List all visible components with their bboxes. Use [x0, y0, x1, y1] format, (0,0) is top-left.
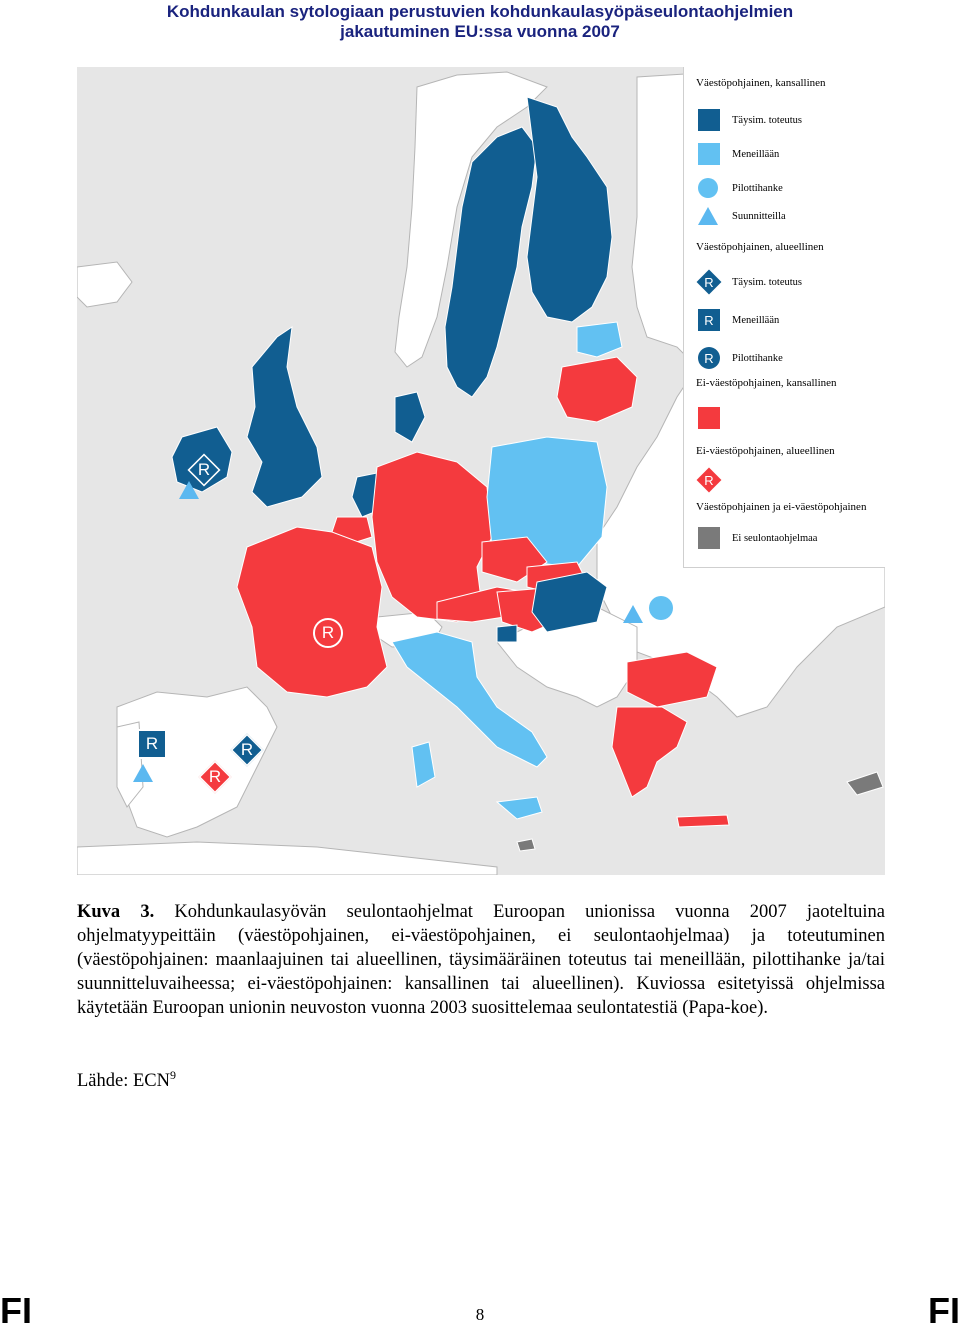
circle-light-blue-icon — [649, 596, 673, 620]
country-malta — [517, 839, 535, 851]
map-triangle-east — [623, 605, 643, 628]
land-africa — [77, 842, 497, 875]
map-triangle-ireland — [179, 481, 199, 504]
caption-label: Kuva 3. — [77, 902, 155, 922]
legend-item-national-ongoing: Meneillään — [698, 141, 720, 167]
triangle-light-blue-icon — [179, 481, 199, 499]
circle-light-blue-icon — [698, 178, 718, 198]
country-uk — [247, 327, 322, 507]
triangle-light-blue-icon — [623, 605, 643, 623]
country-latvia-lithuania — [557, 357, 637, 422]
header-line-1: Kohdunkaulan sytologiaan perustuvien kohdunkaulasyöpäseulontaohjelmien — [166, 2, 794, 21]
land-iceland-region — [77, 262, 132, 307]
country-france — [237, 527, 387, 697]
legend-section-regional: Väestöpohjainen, alueellinen — [696, 241, 824, 253]
legend-item-regional-pilot: R Pilottihanke — [698, 345, 720, 371]
footer-language-right: FI — [928, 1290, 960, 1331]
legend-section-national: Väestöpohjainen, kansallinen — [696, 77, 826, 89]
legend-item-regional-full: R Täysim. toteutus — [698, 269, 720, 295]
map-legend — [683, 67, 885, 568]
map-triangle-portugal — [133, 764, 153, 787]
country-greece — [612, 707, 687, 797]
figure-caption — [77, 900, 885, 1020]
square-light-blue-icon — [698, 143, 720, 165]
header-line-2: jakautuminen EU:ssa vuonna 2007 — [340, 22, 620, 41]
legend-item-national-planning: Suunnitteilla — [698, 203, 718, 229]
country-crete — [677, 815, 729, 827]
country-slovenia — [497, 625, 517, 642]
diamond-dark-blue-icon: R — [698, 271, 720, 293]
legend-item-national-pilot: Pilottihanke — [698, 175, 718, 201]
source-text: Lähde: ECN — [77, 1071, 170, 1092]
country-finland — [527, 97, 612, 322]
legend-item-no-program: Ei seulontaohjelmaa — [698, 525, 720, 551]
country-sicily — [497, 797, 542, 819]
legend-section-nonpop-regional: Ei-väestöpohjainen, alueellinen — [696, 445, 835, 457]
country-bulgaria — [627, 652, 717, 707]
caption-text: Kohdunkaulasyövän seulontaohjelmat Euroopan unionissa vuonna 2007 jaoteltuina ohjelmatyypeittäin (väestöpohjainen, ei-väestöpohjainen, ei seulontaohjelmaa) ja toteutuminen (väestöpohjainen: maanlaajuinen tai alueellinen, täysimääräinen toteutus tai meneillään, pilottihanke ja/tai suunnitteluvaiheessa; ei-väestöpohjainen: kansallinen tai alueellinen). Kuviossa esitetyissä ohjelmissa käytetään Euroopan unionin neuvoston vuonna 2003 suosittelemaa seulontatestiä (Papa-koe). — [77, 902, 885, 1018]
legend-item-national-full: Täysim. toteutus — [698, 107, 720, 133]
square-grey-icon — [698, 527, 720, 549]
map-badge-ireland-r: R — [189, 455, 219, 485]
legend-item-nonpop-national — [698, 405, 720, 431]
legend-item-regional-ongoing: R Meneillään — [698, 307, 720, 333]
europe-map — [77, 67, 885, 875]
page-header — [0, 0, 960, 42]
square-red-icon — [698, 407, 720, 429]
map-badge-france-r: R — [313, 618, 343, 648]
map-badge-portugal-r: R — [137, 729, 167, 759]
country-estonia — [577, 322, 622, 357]
map-circle-east — [649, 596, 673, 625]
diamond-red-icon: R — [698, 469, 720, 491]
country-denmark — [395, 392, 425, 442]
map-badge-spain-r-blue: R — [232, 735, 262, 765]
triangle-light-blue-icon — [133, 764, 153, 782]
source-line — [77, 1068, 176, 1092]
source-footnote: 9 — [170, 1068, 176, 1082]
circle-dark-blue-icon: R — [698, 347, 720, 369]
footer-language-left: FI — [0, 1290, 32, 1331]
legend-item-nonpop-regional — [698, 467, 720, 493]
country-sardinia — [412, 742, 435, 787]
map-badge-spain-r-red: R — [200, 762, 230, 792]
square-dark-blue-icon: R — [698, 309, 720, 331]
legend-section-nonpop-national: Ei-väestöpohjainen, kansallinen — [696, 377, 837, 389]
page-number: 8 — [475, 1305, 485, 1324]
legend-section-mixed: Väestöpohjainen ja ei-väestöpohjainen — [696, 501, 867, 513]
square-dark-blue-icon — [698, 109, 720, 131]
triangle-light-blue-icon — [698, 207, 718, 225]
country-cyprus — [847, 772, 883, 795]
